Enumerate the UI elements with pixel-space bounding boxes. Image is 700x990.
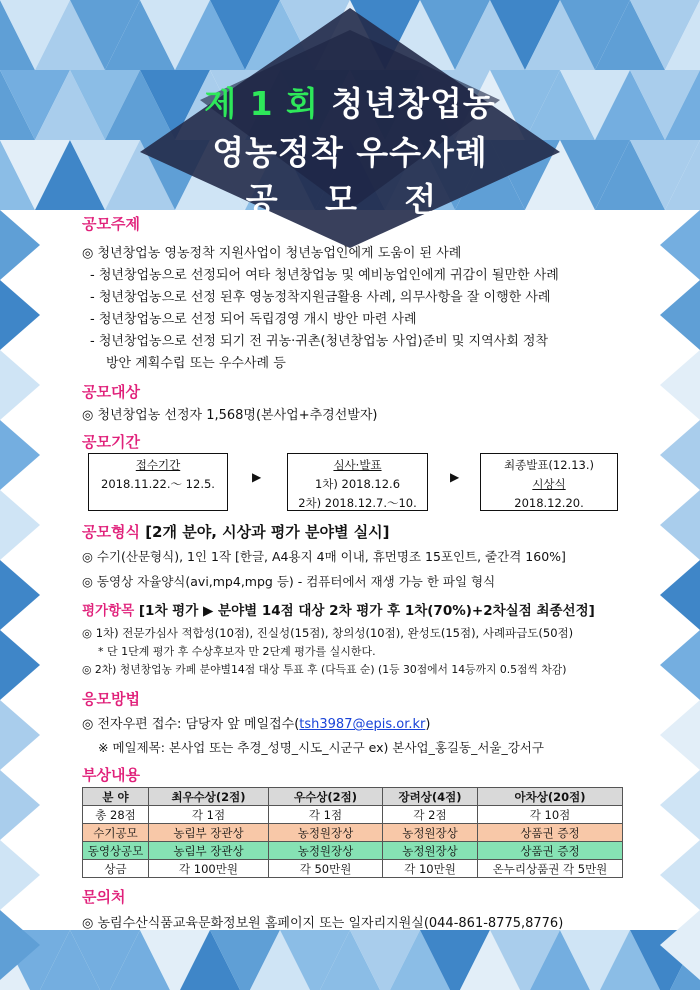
table-cell: 농정원장상 xyxy=(383,842,478,860)
period-box-review xyxy=(287,453,428,511)
contact-text: ◎ 농림수산식품교육문화정보원 홈페이지 또는 일자리지원실(044-861-8775,8776) xyxy=(82,916,564,931)
title-program: 청년창업농 xyxy=(331,84,496,123)
theme-intro: ◎ 청년창업농 영농정착 지원사업이 청년농업인에게 도움이 된 사례 xyxy=(82,246,462,261)
table-cell: 상품권 증정 xyxy=(478,842,623,860)
table-cell: 온누리상품권 각 5만원 xyxy=(478,860,623,878)
title-line-2: 영농정착 우수사례 xyxy=(212,133,488,172)
evaluation-item-2: ◎ 2차) 청년창업농 카페 분야별14점 대상 투표 후 (다득표 순) (1등 30점에서 14등까지 0.5점씩 차감) xyxy=(82,663,567,676)
apply-text-suffix: ) xyxy=(425,717,431,732)
table-cell: 농정원장상 xyxy=(269,842,383,860)
heading-evaluation-sub: [1차 평가 ▶ 분야별 14점 대상 2차 평가 후 1차(70%)+2차실점 최종선정] xyxy=(138,603,595,619)
period-box-title: 심사·발표 xyxy=(333,458,382,472)
heading-format xyxy=(82,521,390,542)
theme-item-3: - 청년창업농으로 선정 되어 독립경영 개시 방안 마련 사례 xyxy=(90,312,417,327)
table-row xyxy=(83,860,623,878)
period-box-line: 2018.12.20. xyxy=(514,496,584,510)
table-cell: 각 50만원 xyxy=(269,860,383,878)
contact-email-link[interactable]: tsh3987@epis.or.kr xyxy=(299,717,426,732)
table-row xyxy=(83,806,623,824)
period-box-line: 시상식 xyxy=(532,477,566,491)
period-box-line: 2차) 2018.12.7.～10. xyxy=(298,496,417,510)
heading-theme: 공모주제 xyxy=(82,215,140,233)
period-box-line: 2018.11.22.～ 12.5. xyxy=(101,477,215,491)
heading-prize: 부상내용 xyxy=(82,766,140,784)
table-cell: 각 10만원 xyxy=(383,860,478,878)
heading-evaluation xyxy=(82,599,595,619)
period-box-final xyxy=(480,453,618,511)
prize-table xyxy=(82,787,623,878)
heading-target: 공모대상 xyxy=(82,383,140,401)
table-cell: 상품권 증정 xyxy=(478,824,623,842)
apply-text xyxy=(82,713,430,732)
heading-period: 공모기간 xyxy=(82,433,140,451)
table-cell: 농정원장상 xyxy=(269,824,383,842)
heading-evaluation-label: 평가항목 xyxy=(82,603,135,619)
table-cell: 농림부 장관상 xyxy=(149,842,269,860)
title-line-3: 공 모 전 xyxy=(245,180,455,219)
apply-text-prefix: ◎ 전자우편 접수: 담당자 앞 메일접수( xyxy=(82,717,300,732)
prize-col-header: 우수상(2점) xyxy=(269,788,383,806)
title-edition: 제 1 회 xyxy=(204,84,319,123)
prize-col-header: 아차상(20점) xyxy=(478,788,623,806)
heading-format-sub: [2개 분야, 시상과 평가 분야별 실시] xyxy=(145,523,390,541)
period-box-line: 1차) 2018.12.6 xyxy=(314,477,401,491)
table-cell: 동영상공모 xyxy=(83,842,149,860)
table-cell: 상금 xyxy=(83,860,149,878)
table-row xyxy=(83,842,623,860)
table-cell: 각 10점 xyxy=(478,806,623,824)
evaluation-note: * 단 1단계 평가 후 수상후보자 만 2단계 평가를 실시한다. xyxy=(98,645,376,658)
table-cell: 총 28점 xyxy=(83,806,149,824)
prize-col-header: 장려상(4점) xyxy=(383,788,478,806)
target-text: ◎ 청년창업농 선정자 1,568명(본사업+추경선발자) xyxy=(82,408,378,423)
prize-table-header xyxy=(83,788,623,806)
period-box-title: 접수기간 xyxy=(135,458,181,472)
period-box-title: 최종발표(12.13.) xyxy=(504,458,594,472)
heading-contact: 문의처 xyxy=(82,888,126,906)
title-line-1 xyxy=(0,78,700,125)
arrow-icon: ▶ xyxy=(450,470,460,484)
format-item-1: ◎ 수기(산문형식), 1인 1작 [한글, A4용지 4매 이내, 휴먼명조 15포인트, 줄간격 160%] xyxy=(82,549,566,564)
period-box-receipt xyxy=(88,453,228,511)
table-cell: 농림부 장관상 xyxy=(149,824,269,842)
table-cell: 각 100만원 xyxy=(149,860,269,878)
theme-item-2: - 청년창업농으로 선정 된후 영농정착지원금활용 사례, 의무사항을 잘 이행한 사례 xyxy=(90,290,551,305)
table-cell: 각 1점 xyxy=(149,806,269,824)
evaluation-item-1: ◎ 1차) 전문가심사 적합성(10점), 진실성(15점), 창의성(10점), 완성도(15점), 사례파급도(50점) xyxy=(82,626,574,640)
theme-item-1: - 청년창업농으로 선정되어 여타 청년창업농 및 예비농업인에게 귀감이 될만한 사례 xyxy=(90,268,559,283)
arrow-icon: ▶ xyxy=(252,470,262,484)
apply-note: ※ 메일제목: 본사업 또는 추경_성명_시도_시군구 ex) 본사업_홍길동_서울_강서구 xyxy=(98,740,544,755)
heading-format-label: 공모형식 xyxy=(82,523,140,541)
prize-col-header: 분 야 xyxy=(83,788,149,806)
table-row xyxy=(83,824,623,842)
table-cell: 각 1점 xyxy=(269,806,383,824)
prize-col-header: 최우수상(2점) xyxy=(149,788,269,806)
heading-apply: 응모방법 xyxy=(82,690,140,708)
theme-item-5: 방안 계획수립 또는 우수사례 등 xyxy=(106,356,286,371)
theme-item-4: - 청년창업농으로 선정 되기 전 귀농·귀촌(청년창업농 사업)준비 및 지역사회 정착 xyxy=(90,334,549,349)
table-cell: 각 2점 xyxy=(383,806,478,824)
table-cell: 농정원장상 xyxy=(383,824,478,842)
table-cell: 수기공모 xyxy=(83,824,149,842)
format-item-2: ◎ 동영상 자율양식(avi,mp4,mpg 등) - 컴퓨터에서 재생 가능 한 파일 형식 xyxy=(82,574,496,589)
